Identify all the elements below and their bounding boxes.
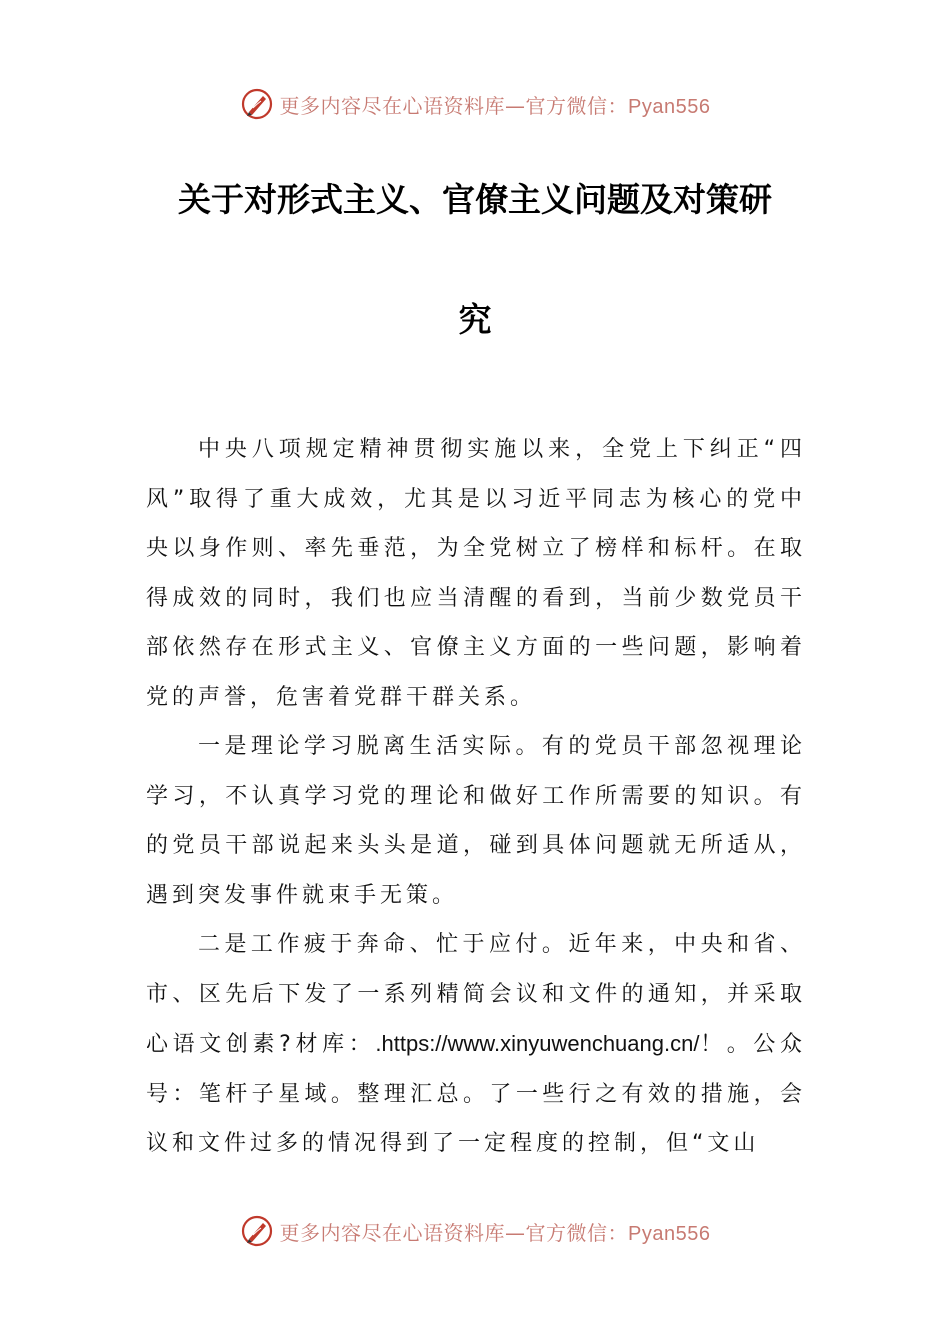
header-watermark-handle: Pyan556 bbox=[628, 95, 711, 118]
watermark-url-link[interactable]: .https://www.xinyuwenchuang.cn/ bbox=[375, 1031, 700, 1056]
document-body bbox=[146, 425, 806, 1169]
document-title-line-1: 关于对形式主义、官僚主义问题及对策研 bbox=[178, 180, 772, 219]
paragraph-intro: 中央八项规定精神贯彻实施以来，全党上下纠正“四风”取得了重大成效，尤其是以习近平同志为核心的党中央以身作则、率先垂范，为全党树立了榜样和标杆。在取得成效的同时，我们也应当清醒的看到，当前少数党员干部依然存在形式主义、官僚主义方面的一些问题，影响着党的声誉，危害着党群干群关系。 bbox=[146, 437, 806, 710]
document-title-line-2: 究 bbox=[458, 300, 492, 339]
footer-watermark-handle: Pyan556 bbox=[628, 1222, 711, 1245]
paragraph-point-2 bbox=[146, 920, 806, 1169]
paragraph-point-2-text-b: ！。公众号：笔杆子星域。整理汇总。了一些行之有效的措施，会议和文件过多的情况得到了一定程度的控制，但“文山 bbox=[146, 1032, 806, 1156]
pen-circle-logo-icon bbox=[240, 87, 274, 121]
footer-watermark-text: 更多内容尽在心语资料库—官方微信：Pyan556 bbox=[279, 1220, 711, 1245]
paragraph-point-2-text-a: 二是工作疲于奔命、忙于应付。近年来，中央和省、市、区先后下发了一系列精简会议和文件的通知，并采取心语文创素?材库： bbox=[146, 932, 806, 1057]
header-watermark-banner bbox=[0, 84, 950, 124]
header-watermark-text: 更多内容尽在心语资料库—官方微信：Pyan556 bbox=[279, 93, 711, 118]
footer-watermark-banner bbox=[0, 1211, 950, 1251]
paragraph-point-1: 一是理论学习脱离生活实际。有的党员干部忽视理论学习，不认真学习党的理论和做好工作所需要的知识。有的党员干部说起来头头是道，碰到具体问题就无所适从，遇到突发事件就束手无策。 bbox=[146, 734, 806, 908]
pen-circle-logo-icon bbox=[240, 1214, 274, 1248]
